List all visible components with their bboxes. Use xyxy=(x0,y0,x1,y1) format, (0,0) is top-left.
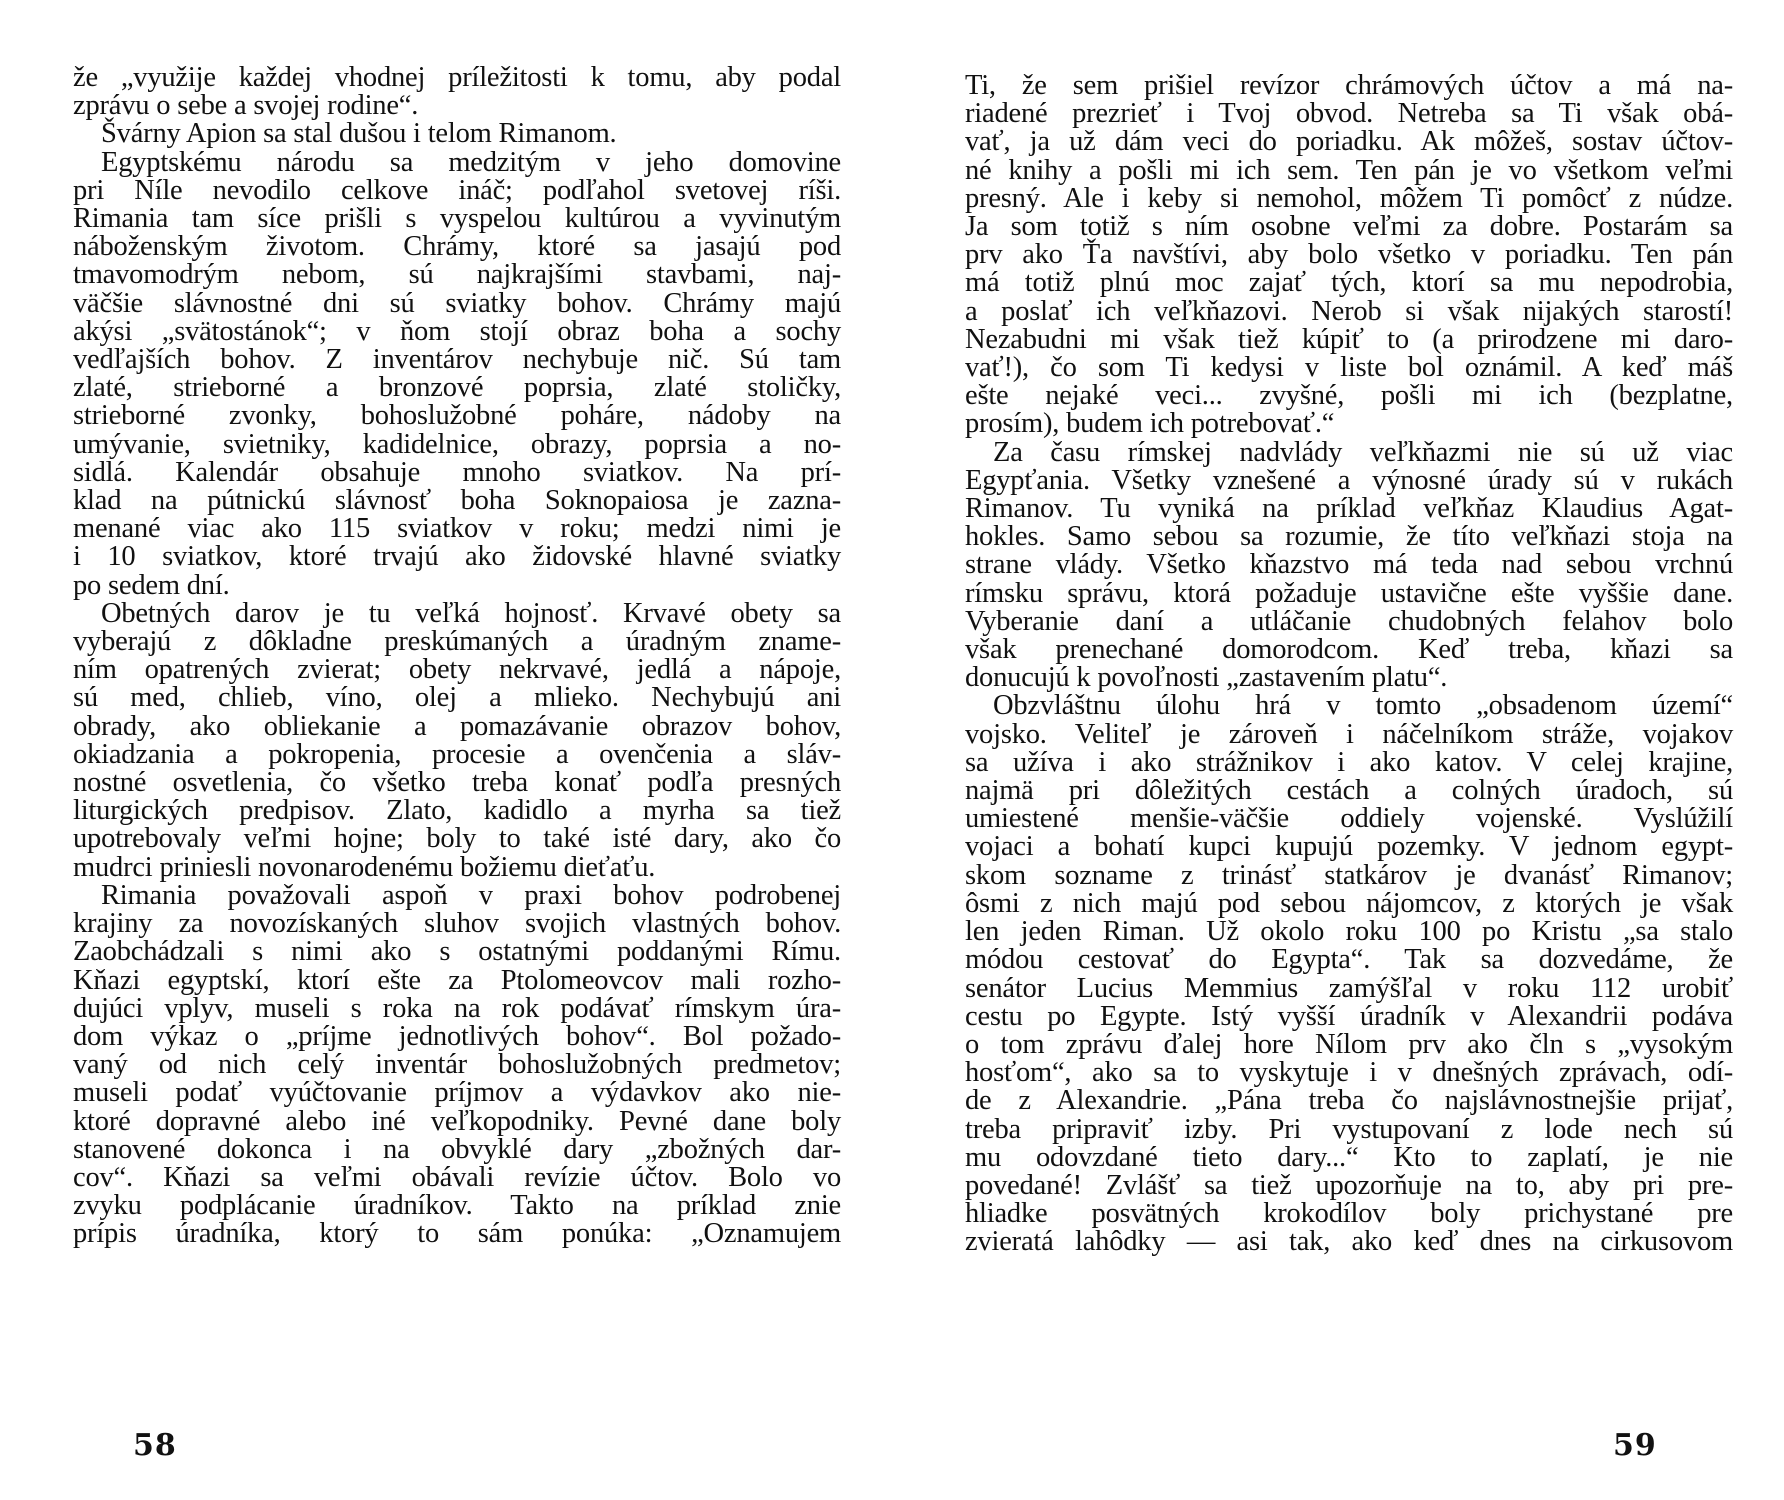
text-line: okiadzania a pokropenia, procesie a ovenčenia a sláv- xyxy=(73,738,841,770)
text-line: obrady, ako obliekanie a pomazávanie obrazov bohov, xyxy=(73,710,841,742)
text-line: cestu po Egypte. Istý vyšší úradník v Alexandrii podáva xyxy=(965,1000,1733,1032)
text-line: väčšie slávnostné dni sú sviatky bohov. Chrámy majú xyxy=(73,287,841,319)
text-line: museli podať vyúčtovanie príjmov a výdavkov ako nie- xyxy=(73,1077,841,1109)
text-line: náboženským životom. Chrámy, ktoré sa jasajú pod xyxy=(73,231,841,263)
text-line: krajiny za novozískaných sluhov svojich vlastných bohov. xyxy=(73,908,841,940)
text-line: Vyberanie daní a utláčanie chudobných felahov bolo xyxy=(965,605,1733,637)
text-line: Za času rímskej nadvlády veľkňazmi nie sú už viac xyxy=(993,436,1733,468)
text-line: rímsku správu, ktorá požaduje ustavične ešte vyššie dane. xyxy=(965,577,1733,609)
text-line: vedľajších bohov. Z inventárov nechybuje nič. Sú tam xyxy=(73,344,841,376)
text-line: sa užíva i ako strážnikov i ako katov. V celej krajine, xyxy=(965,746,1733,778)
text-line: po sedem dní. xyxy=(73,569,230,601)
text-line: ešte nejaké veci... zvyšné, pošli mi ich (bezplatne, xyxy=(965,380,1733,412)
text-line: prípis úradníka, ktorý to sám ponúka: „Oznamujem xyxy=(73,1218,841,1250)
text-line: donucujú k povoľnosti „zastavením platu“. xyxy=(965,662,1448,694)
text-line: zprávu o sebe a svojej rodine“. xyxy=(73,90,419,122)
text-line: dujúci vplyv, museli s roka na rok podávať rímskym úra- xyxy=(73,992,841,1024)
text-line: hosťom“, ako sa to vyskytuje i v dnešných zprávach, odí- xyxy=(965,1057,1733,1089)
text-line: vaný od nich celý inventár bohoslužobných predmetov; xyxy=(73,1049,841,1081)
text-line: zvyku podplácanie úradníkov. Takto na príklad znie xyxy=(73,1190,841,1222)
text-line: ôsmi z nich majú pod sebou nájomcov, z ktorých je však xyxy=(965,887,1733,919)
page-number-right: 59 xyxy=(1613,1428,1657,1463)
text-line: Švárny Apion sa stal dušou i telom Rimanom. xyxy=(101,118,617,150)
text-line: Egypťania. Všetky vznešené a výnosné úrady sú v rukách xyxy=(965,464,1733,496)
text-line: Kňazi egyptskí, ktorí ešte za Ptolomeovcov mali rozho- xyxy=(73,964,841,996)
text-line: upotrebovaly veľmi hojne; boly to také isté dary, ako čo xyxy=(73,823,841,855)
text-line: povedané! Zvlášť sa tiež upozorňuje na to, aby pri pre- xyxy=(965,1169,1733,1201)
text-line: sú med, chlieb, víno, olej a mlieko. Nechybujú ani xyxy=(73,682,841,714)
text-line: že „využije každej vhodnej príležitosti k tomu, aby podal xyxy=(73,62,841,93)
text-line: stanovené dokonca i na obvyklé dary „zbožných dar- xyxy=(73,1133,841,1165)
text-line: ním opatrených zvierat; obety nekrvavé, jedlá a nápoje, xyxy=(73,654,841,686)
page-number-left: 58 xyxy=(133,1428,177,1463)
right-page xyxy=(965,72,1733,1257)
text-line: strieborné zvonky, bohoslužobné poháre, nádoby na xyxy=(73,400,841,432)
text-line: nostné osvetlenia, čo všetko treba konať podľa presných xyxy=(73,767,841,799)
text-line: a poslať ich veľkňazovi. Nerob si však nijakých starostí! xyxy=(965,295,1733,327)
text-line: presný. Ale i keby si nemohol, môžem Ti pomôcť z núdze. xyxy=(965,182,1733,214)
text-line: má totiž plnú moc zajať tých, ktorí sa mu nepodrobia, xyxy=(965,267,1733,299)
text-line: skom sozname z trinásť statkárov je dvanásť Rimanov; xyxy=(965,859,1733,891)
text-line: Nezabudni mi však tiež kúpiť to (a prirodzene mi daro- xyxy=(965,323,1733,355)
text-line: vať, ja už dám veci do poriadku. Ak môžeš, sostav účtov- xyxy=(965,126,1733,158)
text-line: senátor Lucius Memmius zamýšľal v roku 112 urobiť xyxy=(965,972,1733,1004)
text-line: pri Níle nevodilo celkove ináč; podľahol svetovej ríši. xyxy=(73,174,841,206)
text-line: len jeden Riman. Už okolo roku 100 po Kristu „sa stalo xyxy=(965,916,1733,948)
text-line: Rimania tam síce prišli s vyspelou kultúrou a vyvinutým xyxy=(73,203,841,235)
text-line: mudrci priniesli novonarodenému božiemu dieťaťu. xyxy=(73,851,656,883)
text-line: de z Alexandrie. „Pána treba čo najslávnostnejšie prijať, xyxy=(965,1085,1733,1117)
text-line: Obetných darov je tu veľká hojnosť. Krvavé obety sa xyxy=(101,597,841,629)
text-line: o tom zprávu ďalej hore Nílom prv ako čln s „vysokým xyxy=(965,1028,1733,1060)
text-line: i 10 sviatkov, ktoré trvajú ako židovské hlavné sviatky xyxy=(73,541,841,573)
text-line: zvieratá lahôdky — asi tak, ako keď dnes na cirkusovom xyxy=(965,1226,1733,1258)
text-line: dom výkaz o „príjme jednotlivých bohov“. Bol požado- xyxy=(73,1020,841,1052)
text-line: cov“. Kňazi sa veľmi obávali revízie účtov. Bolo vo xyxy=(73,1161,841,1193)
text-line: tmavomodrým nebom, sú najkrajšími stavbami, naj- xyxy=(73,259,841,291)
text-line: prv ako Ťa navštívi, aby bolo všetko v poriadku. Ten pán xyxy=(965,239,1733,271)
text-line: umývanie, svietniky, kadidelnice, obrazy, poprsia a no- xyxy=(73,428,841,460)
text-line: vyberajú z dôkladne preskúmaných a úradným zname- xyxy=(73,626,841,658)
text-line: vojaci a bohatí kupci kupujú pozemky. V jednom egypt- xyxy=(965,831,1733,863)
text-line: Ja som totiž s ním osobne veľmi za dobre. Postarám sa xyxy=(965,211,1733,243)
text-line: ktoré dopravné alebo iné veľkopodniky. Pevné dane boly xyxy=(73,1105,841,1137)
text-line: zlaté, strieborné a bronzové poprsia, zlaté stoličky, xyxy=(73,372,841,404)
text-line: mu odovzdané tieto dary...“ Kto to zaplatí, je nie xyxy=(965,1141,1733,1173)
text-line: riadené prezrieť i Tvoj obvod. Netreba sa Ti však obá- xyxy=(965,98,1733,130)
text-line: treba pripraviť izby. Pri vystupovaní z lode nech sú xyxy=(965,1113,1733,1145)
text-line: Ti, že sem prišiel revízor chrámových účtov a má na- xyxy=(965,70,1733,101)
text-line: hliadke posvätných krokodílov boly prichystané pre xyxy=(965,1198,1733,1230)
text-line: liturgických predpisov. Zlato, kadidlo a myrha sa tiež xyxy=(73,795,841,827)
text-line: menané viac ako 115 sviatkov v roku; medzi nimi je xyxy=(73,513,841,545)
text-line: najmä pri dôležitých cestách a colných úradoch, sú xyxy=(965,775,1733,807)
left-page xyxy=(73,64,841,1249)
text-line: Rimanov. Tu vyniká na príklad veľkňaz Klaudius Agat- xyxy=(965,493,1733,525)
text-line: umiestené menšie-väčšie oddiely vojenské. Vyslúžilí xyxy=(965,803,1733,835)
text-line: prosím), budem ich potrebovať.“ xyxy=(965,408,1335,440)
text-line: módou cestovať do Egypta“. Tak sa dozvedáme, že xyxy=(965,944,1733,976)
text-line: akýsi „svätostánok“; v ňom stojí obraz boha a sochy xyxy=(73,315,841,347)
text-line: Egyptskému národu sa medzitým v jeho domovine xyxy=(101,146,841,178)
text-line: sidlá. Kalendár obsahuje mnoho sviatkov. Na prí- xyxy=(73,456,841,488)
text-line: strane vlády. Všetko kňazstvo má teda nad sebou vrchnú xyxy=(965,549,1733,581)
text-line: vojsko. Veliteľ je zároveň i náčelníkom stráže, vojakov xyxy=(965,718,1733,750)
text-line: klad na pútnickú slávnosť boha Soknopaiosa je zazna- xyxy=(73,485,841,517)
text-line: né knihy a pošli mi ich sem. Ten pán je vo všetkom veľmi xyxy=(965,154,1733,186)
text-line: Obzvláštnu úlohu hrá v tomto „obsadenom území“ xyxy=(993,690,1733,722)
text-line: hokles. Samo sebou sa rozumie, že títo veľkňazi stoja na xyxy=(965,521,1733,553)
text-line: Rimania považovali aspoň v praxi bohov podrobenej xyxy=(101,879,841,911)
text-line: Zaobchádzali s nimi ako s ostatnými poddanými Rímu. xyxy=(73,936,841,968)
text-line: vať!), čo som Ti kedysi v liste bol oznámil. A keď máš xyxy=(965,352,1733,384)
text-line: však prenechané domorodcom. Keď treba, kňazi sa xyxy=(965,634,1733,666)
